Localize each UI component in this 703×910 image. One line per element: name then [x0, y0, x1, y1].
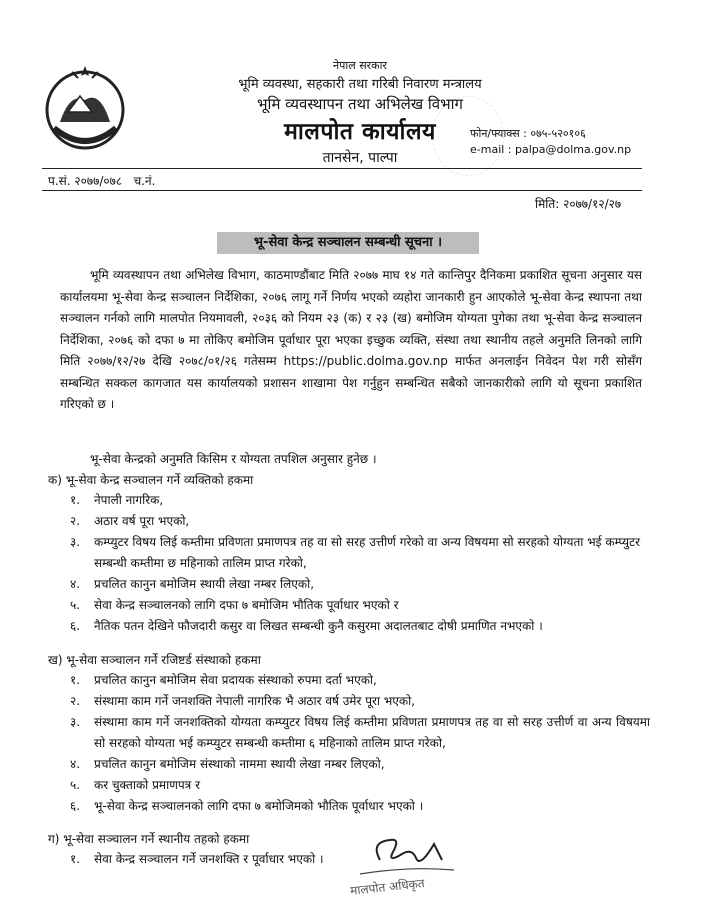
section-kha-item-5: [70, 775, 650, 796]
section-kha-item-2: [70, 691, 650, 712]
header-city: तानसेन, पाल्पा: [322, 150, 398, 166]
section-kha-item-1: [70, 670, 650, 691]
item-number: १.: [70, 852, 81, 866]
section-ka-item-2: [70, 511, 640, 532]
section-heading-kha: ख) भू-सेवा सञ्चालन गर्ने रजिष्टर्ड संस्थाको हकमा: [48, 653, 261, 667]
item-number: १.: [70, 493, 81, 507]
nepal-government-emblem-icon: [40, 62, 130, 154]
phone-fax: फोन/फ्याक्स : ०७५-५२०१०६: [470, 127, 586, 140]
section-ka-item-3: [70, 532, 640, 574]
item-number: ४.: [70, 757, 81, 771]
item-text: कम्प्युटर विषय लिई कम्तीमा प्रविणता प्रमाणपत्र तह वा सो सरह उत्तीर्ण गरेको वा अन्य विषयमा सो सरहको योग्यता भई कम्प्युटर सम्बन्धी कम्तीमा छ महिनाको तालिम प्राप्त गरेको,: [94, 535, 640, 570]
permit-intro: भू-सेवा केन्द्रको अनुमति किसिम र योग्यता तपशिल अनुसार हुनेछ ।: [90, 452, 377, 466]
header-government: नेपाल सरकार: [333, 59, 387, 72]
item-text: प्रचलित कानुन बमोजिम सेवा प्रदायक संस्थाको रुपमा दर्ता भएको,: [94, 673, 377, 687]
notice-date: मिति: २०७७/१२/२७: [535, 197, 622, 211]
section-kha-item-4: [70, 754, 650, 775]
item-text: संस्थामा काम गर्ने जनशक्ति नेपाली नागरिक भै अठार वर्ष उमेर पूरा भएको,: [94, 694, 416, 708]
item-text: नेपाली नागरिक,: [94, 493, 164, 507]
section-ka-item-5: [70, 595, 640, 616]
section-ka-item-6: [70, 616, 640, 637]
section-kha-item-3: [70, 712, 650, 754]
item-number: ४.: [70, 577, 81, 591]
notice-title: भू-सेवा केन्द्र सञ्चालन सम्बन्धी सूचना ।: [217, 232, 479, 254]
signature-label: मालपोत अधिकृत: [349, 876, 426, 898]
contact-block: [470, 126, 631, 158]
header-department: भूमि व्यवस्थापन तथा अभिलेख विभाग: [257, 95, 463, 113]
item-number: २.: [70, 694, 81, 708]
section-ka-item-4: [70, 574, 640, 595]
item-number: १.: [70, 673, 81, 687]
item-number: ६.: [70, 619, 81, 633]
item-text: प्रचलित कानुन बमोजिम संस्थाको नाममा स्थायी लेखा नम्बर लिएको,: [94, 757, 385, 771]
item-number: ५.: [70, 778, 81, 792]
item-text: सेवा केन्द्र सञ्चालन गर्ने जनशक्ति र पूर्वाधार भएको ।: [94, 852, 324, 866]
item-text: भू-सेवा केन्द्र सञ्चालनको लागि दफा ७ बमोजिमको भौतिक पूर्वाधार भएको ।: [94, 799, 424, 813]
item-number: ५.: [70, 598, 81, 612]
reference-line: [48, 172, 155, 189]
item-number: २.: [70, 514, 81, 528]
intro-paragraph: भूमि व्यवस्थापन तथा अभिलेख विभाग, काठमाण्डौंबाट मिति २०७७ माघ १४ गते कान्तिपुर दैनिकमा प्रकाशित सूचना अनुसार यस कार्यालयमा भू-सेवा केन्द्र सञ्चालन निर्देशिका, २०७६ लागू गर्ने निर्णय भएको व्यहोरा जानकारी हुन आएकोले भू-सेवा केन्द्र स्थापना तथा सञ्चालन गर्नको लागि मालपोत नियमावली, २०३६ को नियम २३ (क) र २३ (ख) बमोजिम योग्यता पुगेका तथा भू-सेवा केन्द्र सञ्चालन निर्देशिका, २०७६ को दफा ७ मा तोकिए बमोजिम पूर्वाधार पूरा भएका इच्छुक व्यक्ति, संस्था तथा स्थानीय तहले अनुमति लिनको लागि मिति २०७७/१२/२७ देखि २०७८/०१/२६ गतेसम्म https://public.dolma.gov.np मार्फत अनलाईन निवेदन पेश गरी सोसँग सम्बन्धित सक्कल कागजात यस कार्यालयको प्रशासन शाखामा पेश गर्नुहुन सम्बन्धित सबैको जानकारीको लागि यो सूचना प्रकाशित गरिएको छ ।: [60, 268, 642, 411]
section-ga-item-1: [70, 849, 390, 870]
ref-number: प.सं. २०७७/०७८: [48, 174, 123, 188]
header-rule-top: [42, 168, 642, 169]
section-kha-item-6: [70, 796, 650, 817]
signature-icon: [350, 830, 460, 880]
header-rule-bottom: [42, 190, 642, 191]
item-number: ३.: [70, 535, 81, 549]
item-text: प्रचलित कानुन बमोजिम स्थायी लेखा नम्बर लिएको,: [94, 577, 315, 591]
item-text: अठार वर्ष पूरा भएको,: [94, 514, 190, 528]
section-ka-item-1: [70, 490, 640, 511]
header-ministry: भूमि व्यवस्था, सहकारी तथा गरिबी निवारण मन्त्रालय: [238, 77, 482, 92]
item-number: ६.: [70, 799, 81, 813]
item-text: सेवा केन्द्र सञ्चालनको लागि दफा ७ बमोजिम भौतिक पूर्वाधार भएको र: [94, 598, 399, 612]
item-text: नैतिक पतन देखिने फौजदारी कसुर वा लिखत सम्बन्धी कुनै कसुरमा अदालतबाट दोषी प्रमाणित नभएको ।: [94, 619, 543, 633]
item-text: कर चुक्ताको प्रमाणपत्र र: [94, 778, 201, 792]
section-heading-ka: क) भू-सेवा केन्द्र सञ्चालन गर्ने व्यक्तिको हकमा: [48, 473, 254, 487]
email-address: e-mail : palpa@dolma.gov.np: [470, 143, 632, 156]
dispatch-number: च.नं.: [133, 174, 156, 188]
item-number: ३.: [70, 715, 81, 729]
section-heading-ga: ग) भू-सेवा सञ्चालन गर्ने स्थानीय तहको हकमा: [48, 832, 250, 846]
item-text: संस्थामा काम गर्ने जनशक्तिको योग्यता कम्प्युटर विषय लिई कम्तीमा प्रविणता प्रमाणपत्र तह वा सो सरह उत्तीर्ण वा अन्य विषयमा सो सरहको योग्यता भई कम्प्युटर सम्बन्धी कम्तीमा ६ महिनाको तालिम प्राप्त गरेको,: [94, 715, 650, 750]
header-office-name: मालपोत कार्यालय: [284, 119, 436, 145]
